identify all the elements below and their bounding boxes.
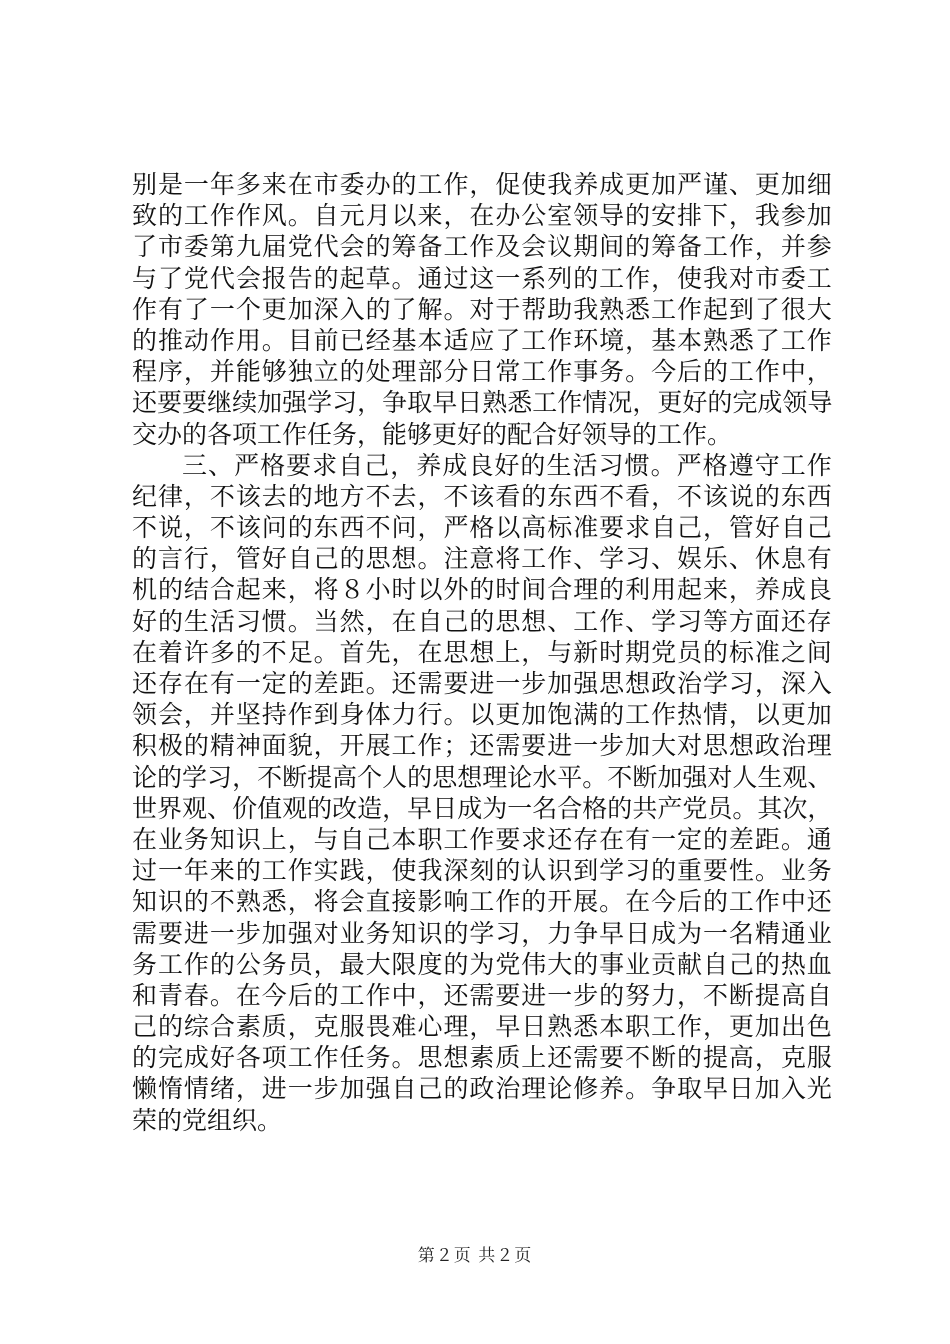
text-line: 交办的各项工作任务，能够更好的配合好领导的工作。 xyxy=(132,419,733,449)
text-line: 与 了 党 代 会 报 告 的 起 草 。 通 过 这 一 系 列 的 工 作 ， 使 我 对 市 委 工 xyxy=(132,263,832,293)
text-line: 不 说 ， 不 该 问 的 东 西 不 问 ， 严 格 以 高 标 准 要 求 自 己 ， 管 好 自 己 xyxy=(132,513,832,543)
text-line: 荣的党组织。 xyxy=(132,1105,283,1135)
text-line: 积 极 的 精 神 面 貌 ， 开 展 工 作 ； 还 需 要 进 一 步 加 大 对 思 想 政 治 理 xyxy=(132,731,832,761)
text-line: 别 是 一 年 多 来 在 市 委 办 的 工 作 ， 促 使 我 养 成 更 加 严 谨 、 更 加 细 xyxy=(132,170,832,199)
text-line: 和 青 春 。 在 今 后 的 工 作 中 ， 还 需 要 进 一 步 的 努 力 ， 不 断 提 高 自 xyxy=(132,980,832,1010)
text-line: 过 一 年 来 的 工 作 实 践 ， 使 我 深 刻 的 认 识 到 学 习 的 重 要 性 。 业 务 xyxy=(132,856,832,886)
text-line: 懒 惰 情 绪 ， 进 一 步 加 强 自 己 的 政 治 理 论 修 养 。 争 取 早 日 加 入 光 xyxy=(132,1074,832,1104)
text-line: 的 言 行 ， 管 好 自 己 的 思 想 。 注 意 将 工 作 、 学 习 、 娱 乐 、 休 息 有 xyxy=(132,544,832,574)
text-line: 作 有 了 一 个 更 加 深 入 的 了 解 。 对 于 帮 助 我 熟 悉 工 作 起 到 了 很 大 xyxy=(132,294,832,324)
text-line: 好 的 生 活 习 惯 。 当 然 ， 在 自 己 的 思 想 、 工 作 、 学 习 等 方 面 还 存 xyxy=(132,606,832,636)
text-line: 己 的 综 合 素 质 ， 克 服 畏 难 心 理 ， 早 日 熟 悉 本 职 工 作 ， 更 加 出 色 xyxy=(132,1012,832,1042)
text-line: 在 业 务 知 识 上 ， 与 自 己 本 职 工 作 要 求 还 存 在 有 一 定 的 差 距 。 通 xyxy=(132,824,832,854)
text-line: 机 的 结 合 起 来 ， 将 ８ 小 时 以 外 的 时 间 合 理 的 利 用 起 来 ， 养 成 良 xyxy=(132,575,832,605)
text-line: 论 的 学 习 ， 不 断 提 高 个 人 的 思 想 理 论 水 平 。 不 断 加 强 对 人 生 观 、 xyxy=(132,762,832,792)
text-line: 在 着 许 多 的 不 足 。 首 先 ， 在 思 想 上 ， 与 新 时 期 党 员 的 标 准 之 间 xyxy=(132,637,832,667)
text-line: 致 的 工 作 作 风 。 自 元 月 以 来 ， 在 办 公 室 领 导 的 安 排 下 ， 我 参 加 xyxy=(132,201,832,231)
text-line: 程 序 ， 并 能 够 独 立 的 处 理 部 分 日 常 工 作 事 务 。 今 后 的 工 作 中 ， xyxy=(132,357,832,387)
text-line: 知 识 的 不 熟 悉 ， 将 会 直 接 影 响 工 作 的 开 展 。 在 今 后 的 工 作 中 还 xyxy=(132,887,832,917)
text-line: 需 要 进 一 步 加 强 对 业 务 知 识 的 学 习 ， 力 争 早 日 成 为 一 名 精 通 业 xyxy=(132,918,832,948)
text-line: 还 存 在 有 一 定 的 差 距 。 还 需 要 进 一 步 加 强 思 想 政 治 学 习 ， 深 入 xyxy=(132,669,832,698)
text-line: 了 市 委 第 九 届 党 代 会 的 筹 备 工 作 及 会 议 期 间 的 筹 备 工 作 ， 并 参 xyxy=(132,232,832,262)
text-line: 领 会 ， 并 坚 持 作 到 身 体 力 行 。 以 更 加 饱 满 的 工 作 热 情 ， 以 更 加 xyxy=(132,700,832,730)
text-line: 的 推 动 作 用 。 目 前 已 经 基 本 适 应 了 工 作 环 境 ， 基 本 熟 悉 了 工 作 xyxy=(132,325,832,355)
text-line: 还 要 要 继 续 加 强 学 习 ， 争 取 早 日 熟 悉 工 作 情 况 ， 更 好 的 完 成 领 导 xyxy=(132,388,832,418)
text-line: 三 、 严 格 要 求 自 己 ， 养 成 良 好 的 生 活 习 惯 。 严 格 遵 守 工 作 xyxy=(182,450,832,480)
text-line: 纪 律 ， 不 该 去 的 地 方 不 去 ， 不 该 看 的 东 西 不 看 ， 不 该 说 的 东 西 xyxy=(132,481,832,511)
document-body xyxy=(132,169,832,1136)
text-line: 务 工 作 的 公 务 员 ， 最 大 限 度 的 为 党 伟 大 的 事 业 贡 献 自 己 的 热 血 xyxy=(132,949,832,979)
text-line: 世 界 观 、 价 值 观 的 改 造 ， 早 日 成 为 一 名 合 格 的 共 产 党 员 。 其 次 ， xyxy=(132,793,832,823)
page-footer: 第２页 共２页 xyxy=(417,1246,533,1266)
text-line: 的 完 成 好 各 项 工 作 任 务 。 思 想 素 质 上 还 需 要 不 断 的 提 高 ， 克 服 xyxy=(132,1043,832,1073)
